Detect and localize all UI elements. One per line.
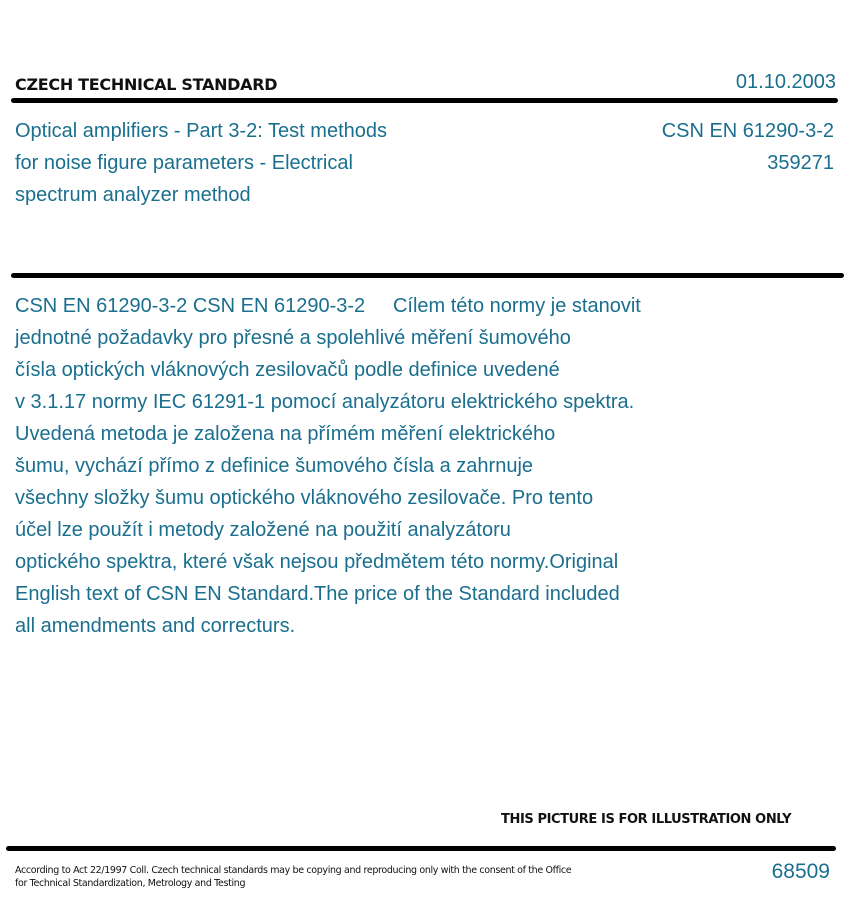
description-line: jednotné požadavky pro přesné a spolehlivé měření šumového	[15, 327, 571, 349]
publication-date: 01.10.2003	[735, 71, 836, 93]
description-line: šumu, vychází přímo z definice šumového čísla a zahrnuje	[15, 455, 534, 477]
document-type-label: CZECH TECHNICAL STANDARD	[15, 75, 278, 94]
standard-code: CSN EN 61290-3-2	[661, 120, 834, 142]
legal-notice-line: for Technical Standardization, Metrology and Testing	[15, 878, 246, 889]
standard-meta	[662, 115, 834, 179]
description-line: čísla optických vláknových zesilovačů podle definice uvedené	[15, 359, 560, 381]
legal-notice-line: According to Act 22/1997 Coll. Czech technical standards may be copying and reproducing only with the consent of the Office	[15, 865, 572, 876]
title-line: Optical amplifiers - Part 3-2: Test methods	[15, 120, 387, 142]
description-line: optického spektra, které však nejsou předmětem této normy.Original	[15, 551, 619, 573]
legal-notice	[15, 864, 571, 890]
description-line: CSN EN 61290-3-2 CSN EN 61290-3-2 Cílem této normy je stanovit	[15, 295, 641, 317]
section-divider	[11, 273, 844, 278]
standard-title	[15, 115, 435, 211]
footer-divider	[6, 846, 836, 851]
title-line: for noise figure parameters - Electrical	[15, 152, 353, 174]
description-line: všechny složky šumu optického vláknového zesilovače. Pro tento	[15, 487, 594, 509]
standard-description	[15, 290, 715, 642]
description-line: Uvedená metoda je založena na přímém měření elektrického	[15, 423, 556, 445]
document-number: 68509	[771, 860, 830, 883]
title-line: spectrum analyzer method	[15, 184, 251, 206]
description-line: účel lze použít i metody založené na použití analyzátoru	[15, 519, 511, 541]
illustration-disclaimer: THIS PICTURE IS FOR ILLUSTRATION ONLY	[501, 812, 792, 827]
description-line: all amendments and correcturs.	[15, 615, 296, 637]
description-line: English text of CSN EN Standard.The price of the Standard included	[15, 583, 620, 605]
description-line: v 3.1.17 normy IEC 61291-1 pomocí analyzátoru elektrického spektra.	[15, 391, 635, 413]
header-divider	[11, 98, 838, 103]
catalog-number: 359271	[767, 152, 834, 174]
